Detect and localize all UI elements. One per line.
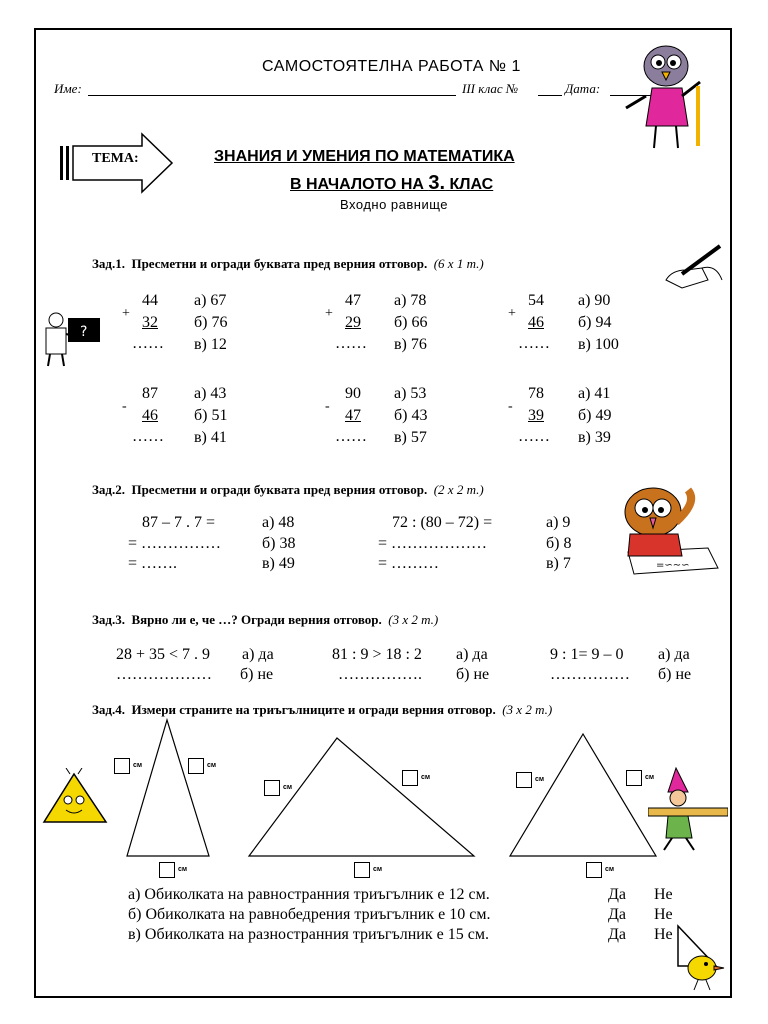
task4-no-a[interactable]: Не bbox=[654, 886, 673, 903]
addend-bottom: 46 bbox=[142, 407, 158, 424]
task2-answer-c-1[interactable]: в) 49 bbox=[262, 555, 295, 572]
task4-heading: Зад.4. Измери страните на триъгълниците и огради верния отговор. (3 x 2 т.) bbox=[92, 702, 553, 717]
unit-label: см bbox=[605, 866, 615, 873]
answer-dots[interactable]: …… bbox=[132, 428, 164, 445]
answer-dots[interactable]: …… bbox=[335, 335, 367, 352]
measure-box-equi-base[interactable] bbox=[586, 862, 602, 878]
task1-answer-option[interactable]: а) 41 bbox=[578, 385, 611, 402]
date-label: Дата: bbox=[565, 81, 601, 96]
answer-dots[interactable]: …… bbox=[518, 428, 550, 445]
measure-box-equi-left[interactable] bbox=[516, 772, 532, 788]
task3-dots-1: ……………… bbox=[116, 666, 212, 683]
task3-dots-3: …………… bbox=[550, 666, 630, 683]
svg-text:=∽∼∽: =∽∼∽ bbox=[656, 560, 690, 571]
task2-line2-2: = ……………… bbox=[378, 535, 488, 552]
worksheet-title: САМОСТОЯТЕЛНА РАБОТА № 1 bbox=[262, 58, 521, 75]
task1-answer-option[interactable]: б) 76 bbox=[194, 314, 228, 331]
addend-top: 90 bbox=[345, 385, 361, 402]
task1-heading: Зад.1. Пресметни и огради буквата пред верния отговор. (6 x 1 т.) bbox=[92, 256, 484, 271]
task1-answer-option[interactable]: а) 43 bbox=[194, 385, 227, 402]
operator-sign: - bbox=[122, 399, 127, 414]
unit-label: см bbox=[207, 762, 217, 769]
theme-title-line2: В НАЧАЛОТО НА 3. КЛАС bbox=[290, 172, 494, 194]
operator-sign: + bbox=[508, 306, 516, 321]
task1-answer-option[interactable]: б) 43 bbox=[394, 407, 428, 424]
task2-line2-1: = …………… bbox=[128, 535, 222, 552]
task3-no-1[interactable]: б) не bbox=[240, 666, 274, 683]
task1-answer-option[interactable]: б) 66 bbox=[394, 314, 428, 331]
task2-answer-a-1[interactable]: а) 48 bbox=[262, 514, 295, 531]
addend-bottom: 47 bbox=[345, 407, 361, 424]
addend-top: 54 bbox=[528, 292, 544, 309]
svg-text:?: ? bbox=[80, 324, 88, 340]
task2-answer-c-2[interactable]: в) 7 bbox=[546, 555, 571, 572]
class-label: III клас № bbox=[462, 81, 519, 96]
task4-statement-b: б) Обиколката на равнобедрения триъгълник е 10 см. bbox=[128, 906, 491, 923]
addend-top: 44 bbox=[142, 292, 158, 309]
equilateral-triangle bbox=[510, 734, 656, 856]
addend-top: 87 bbox=[142, 385, 158, 402]
measure-box-iso-left[interactable] bbox=[114, 758, 130, 774]
operator-sign: + bbox=[325, 306, 333, 321]
unit-label: см bbox=[283, 784, 293, 791]
task2-heading: Зад.2. Пресметни и огради буквата пред верния отговор. (2 x 2 т.) bbox=[92, 482, 484, 497]
task1-answer-option[interactable]: а) 53 bbox=[394, 385, 427, 402]
theme-label: ТЕМА: bbox=[92, 151, 139, 166]
task1-answer-option[interactable]: а) 78 bbox=[394, 292, 427, 309]
task4-statement-c: в) Обиколката на разностранния триъгълник е 15 см. bbox=[128, 926, 489, 943]
measure-box-equi-right[interactable] bbox=[626, 770, 642, 786]
task3-no-3[interactable]: б) не bbox=[658, 666, 692, 683]
task2-answer-a-2[interactable]: а) 9 bbox=[546, 514, 571, 531]
task3-expr-2: 81 : 9 > 18 : 2 bbox=[332, 646, 422, 663]
gnome-ruler-clipart bbox=[648, 762, 728, 852]
task1-answer-option[interactable]: в) 57 bbox=[394, 429, 427, 446]
triangle-character-clipart bbox=[40, 768, 114, 832]
task3-no-2[interactable]: б) не bbox=[456, 666, 490, 683]
task3-dots-2: ……………. bbox=[338, 666, 422, 683]
task4-yes-b[interactable]: Да bbox=[608, 906, 627, 923]
addend-top: 78 bbox=[528, 385, 544, 402]
writing-hand-clipart bbox=[662, 240, 726, 292]
task2-line3-2: = ……… bbox=[378, 555, 440, 572]
task1-answer-option[interactable]: б) 94 bbox=[578, 314, 612, 331]
task1-answer-option[interactable]: в) 76 bbox=[394, 336, 427, 353]
task1-answer-option[interactable]: а) 90 bbox=[578, 292, 611, 309]
task2-line3-1: = ……. bbox=[128, 555, 178, 572]
scalene-triangle bbox=[249, 738, 474, 856]
thinking-owl-clipart bbox=[598, 482, 724, 578]
unit-label: см bbox=[133, 762, 143, 769]
task1-answer-option[interactable]: б) 51 bbox=[194, 407, 228, 424]
addend-bottom: 46 bbox=[528, 314, 544, 331]
task4-statement-a: а) Обиколката на равностранния триъгълник е 12 см. bbox=[128, 886, 490, 903]
task4-no-b[interactable]: Не bbox=[654, 906, 673, 923]
measure-box-scalene-left[interactable] bbox=[264, 780, 280, 796]
theme-subtitle: Входно равнище bbox=[340, 197, 449, 212]
task3-heading: Зад.3. Вярно ли е, че …? Огради верния отговор. (3 x 2 т.) bbox=[92, 612, 439, 627]
operator-sign: + bbox=[122, 306, 130, 321]
task3-yes-1[interactable]: а) да bbox=[242, 646, 274, 663]
task1-answer-option[interactable]: в) 39 bbox=[578, 429, 611, 446]
measure-box-iso-right[interactable] bbox=[188, 758, 204, 774]
task4-no-c[interactable]: Не bbox=[654, 926, 673, 943]
addend-bottom: 29 bbox=[345, 314, 361, 331]
answer-dots[interactable]: …… bbox=[132, 335, 164, 352]
task3-expr-3: 9 : 1= 9 – 0 bbox=[550, 646, 624, 663]
task1-answer-option[interactable]: а) 67 bbox=[194, 292, 227, 309]
task3-expr-1: 28 + 35 < 7 . 9 bbox=[116, 646, 211, 663]
operator-sign: - bbox=[508, 399, 513, 414]
addend-bottom: 39 bbox=[528, 407, 544, 424]
measure-box-iso-base[interactable] bbox=[159, 862, 175, 878]
unit-label: см bbox=[645, 774, 655, 781]
theme-title-line1: ЗНАНИЯ И УМЕНИЯ ПО МАТЕМАТИКА bbox=[214, 148, 515, 165]
task2-expr-2: 72 : (80 – 72) = bbox=[392, 514, 493, 531]
bird-set-square-clipart bbox=[672, 922, 728, 992]
task4-yes-c[interactable]: Да bbox=[608, 926, 627, 943]
unit-label: см bbox=[178, 866, 188, 873]
teacher-board-clipart bbox=[38, 310, 104, 368]
task1-answer-option[interactable]: в) 100 bbox=[578, 336, 619, 353]
unit-label: см bbox=[421, 774, 431, 781]
task1-answer-option[interactable]: в) 12 bbox=[194, 336, 227, 353]
unit-label: см bbox=[535, 776, 545, 783]
task3-yes-2[interactable]: а) да bbox=[456, 646, 488, 663]
unit-label: см bbox=[373, 866, 383, 873]
isosceles-triangle bbox=[127, 720, 209, 856]
name-line[interactable] bbox=[88, 95, 456, 96]
owl-teacher-clipart bbox=[616, 36, 726, 156]
task3-yes-3[interactable]: а) да bbox=[658, 646, 690, 663]
addend-bottom: 32 bbox=[142, 314, 158, 331]
task2-expr-1: 87 – 7 . 7 = bbox=[142, 514, 216, 531]
task1-answer-option[interactable]: в) 41 bbox=[194, 429, 227, 446]
operator-sign: - bbox=[325, 399, 330, 414]
task4-yes-a[interactable]: Да bbox=[608, 886, 627, 903]
measure-box-scalene-right[interactable] bbox=[402, 770, 418, 786]
answer-dots[interactable]: …… bbox=[335, 428, 367, 445]
answer-dots[interactable]: …… bbox=[518, 335, 550, 352]
task2-answer-b-2[interactable]: б) 8 bbox=[546, 535, 572, 552]
class-number-line[interactable] bbox=[538, 95, 562, 96]
addend-top: 47 bbox=[345, 292, 361, 309]
name-label: Име: bbox=[54, 81, 82, 96]
task2-answer-b-1[interactable]: б) 38 bbox=[262, 535, 296, 552]
measure-box-scalene-base[interactable] bbox=[354, 862, 370, 878]
task1-answer-option[interactable]: б) 49 bbox=[578, 407, 612, 424]
